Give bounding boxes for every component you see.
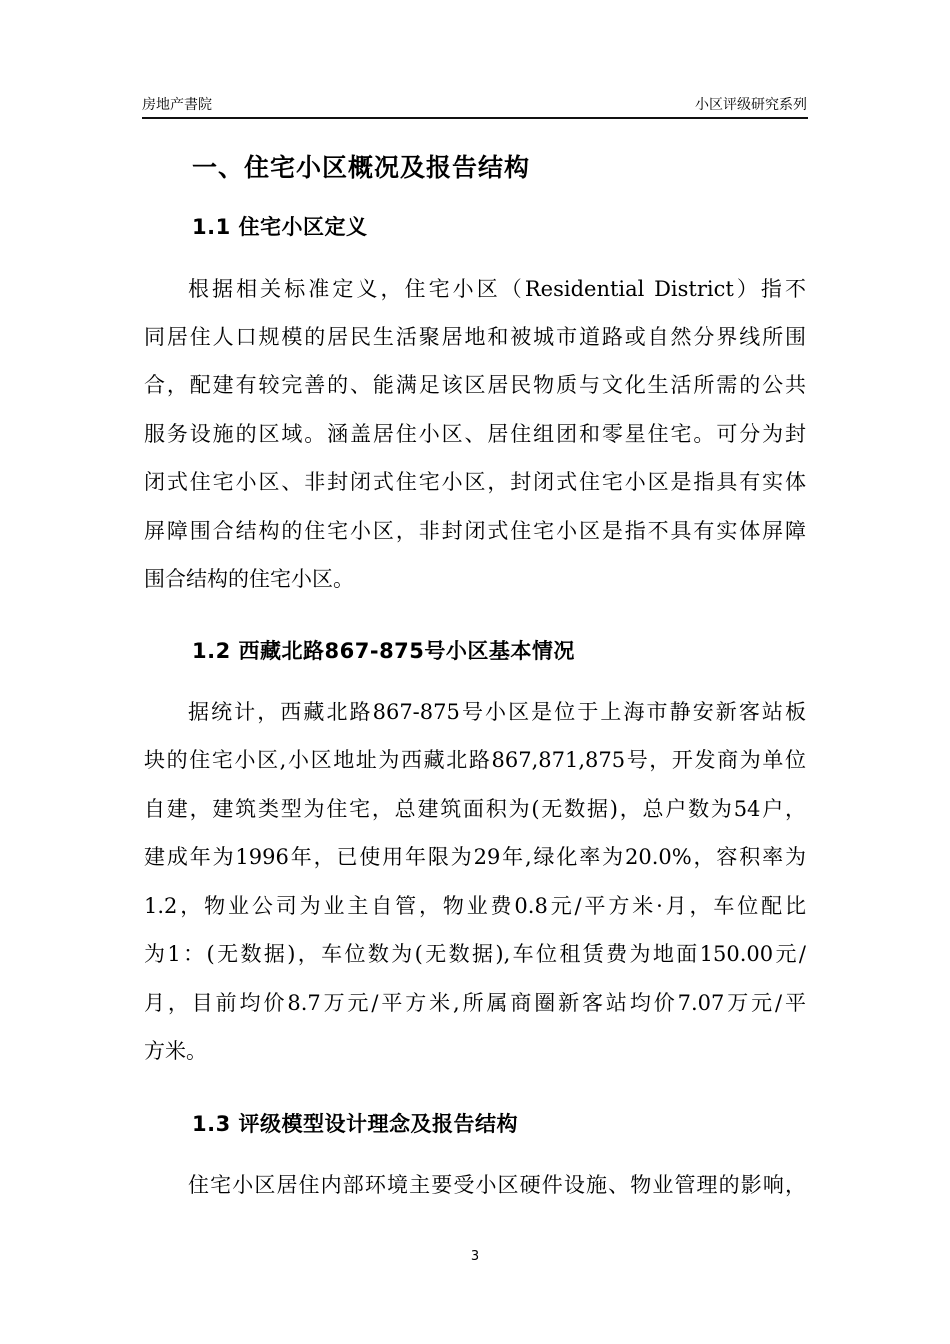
- chapter-heading: 一、住宅小区概况及报告结构: [192, 153, 531, 182]
- paragraph-line: 闭式住宅小区、非封闭式住宅小区，封闭式住宅小区是指具有实体: [144, 470, 806, 494]
- paragraph-line: 为1：(无数据)，车位数为(无数据),车位租赁费为地面150.00元/: [144, 942, 806, 966]
- paragraph-line: 住宅小区居住内部环境主要受小区硬件设施、物业管理的影响，: [188, 1173, 806, 1197]
- paragraph-line: 围合结构的住宅小区。: [144, 567, 354, 591]
- paragraph-line: 屏障围合结构的住宅小区，非封闭式住宅小区是指不具有实体屏障: [144, 519, 806, 543]
- section-heading-1-3: 1.3 评级模型设计理念及报告结构: [192, 1112, 519, 1136]
- paragraph-line: 服务设施的区域。涵盖居住小区、居住组团和零星住宅。可分为封: [144, 422, 806, 446]
- paragraph-line: 自建，建筑类型为住宅，总建筑面积为(无数据)，总户数为54户，: [144, 797, 806, 821]
- paragraph-line: 建成年为1996年，已使用年限为29年,绿化率为20.0%，容积率为: [144, 845, 806, 869]
- section-heading-1-1: 1.1 住宅小区定义: [192, 215, 368, 239]
- page-number: 3: [470, 1249, 480, 1264]
- paragraph-line: 块的住宅小区,小区地址为西藏北路867,871,875号，开发商为单位: [144, 748, 806, 772]
- paragraph-line: 合，配建有较完善的、能满足该区居民物质与文化生活所需的公共: [144, 373, 806, 397]
- page-header: [142, 92, 807, 116]
- section-heading-1-2: 1.2 西藏北路867-875号小区基本情况: [192, 639, 575, 663]
- header-divider: [142, 117, 808, 119]
- paragraph-line: 方米。: [144, 1039, 207, 1063]
- paragraph-line: 1.2，物业公司为业主自管，物业费0.8元/平方米·月，车位配比: [144, 894, 806, 918]
- paragraph-line: 月，目前均价8.7万元/平方米,所属商圈新客站均价7.07万元/平: [144, 991, 806, 1015]
- paragraph-line: 同居住人口规模的居民生活聚居地和被城市道路或自然分界线所围: [144, 325, 806, 349]
- header-series: 小区评级研究系列: [695, 97, 807, 113]
- paragraph-line: 据统计，西藏北路867-875号小区是位于上海市静安新客站板: [188, 700, 806, 724]
- header-publisher: 房地产書院: [142, 97, 212, 113]
- paragraph-line: 根据相关标准定义，住宅小区（Residential District）指不: [188, 277, 806, 301]
